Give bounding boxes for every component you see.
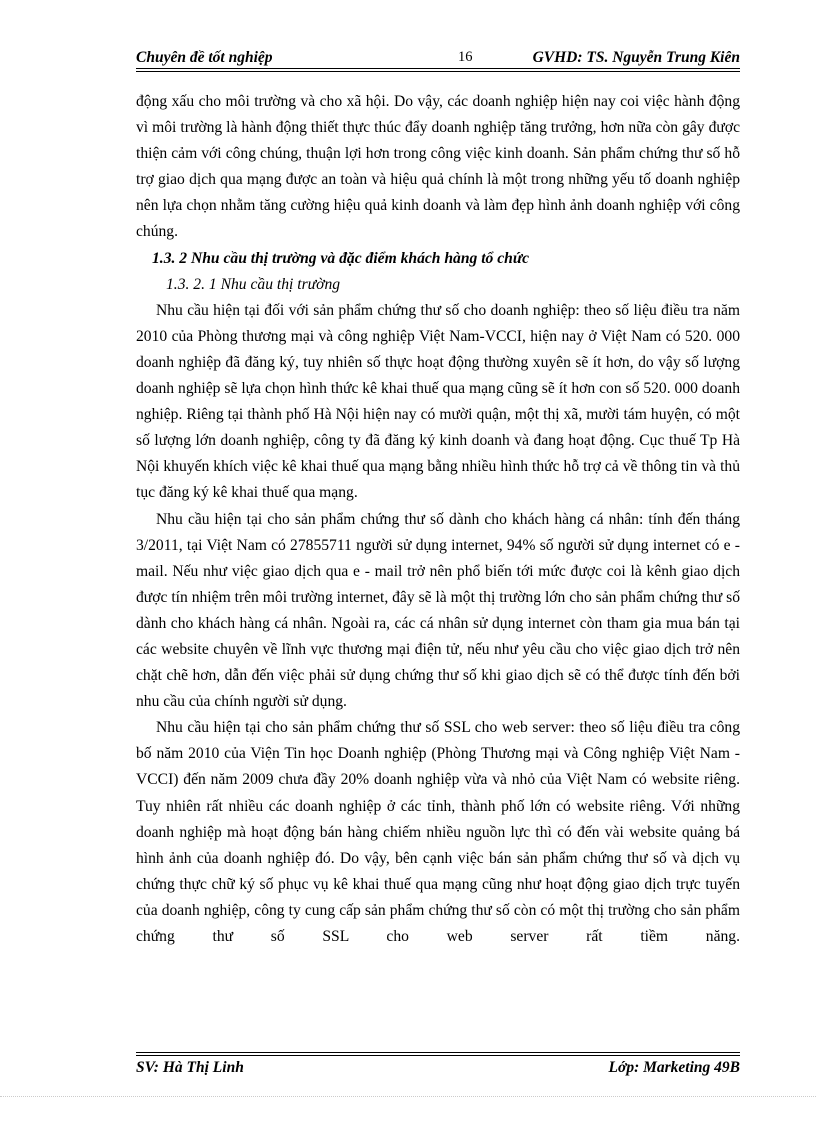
page-header xyxy=(136,46,740,74)
paragraph-continuation: động xấu cho môi trường và cho xã hội. Do vậy, các doanh nghiệp hiện nay coi việc hành động vì môi trường là hành động thiết thực thúc đẩy doanh nghiệp tăng trưởng, hơn nữa còn gây được thiện cảm với công chúng, thuận lợi hơn trong công việc kinh doanh. Sản phẩm chứng thư số hỗ trợ giao dịch qua mạng được an toàn và hiệu quả chính là một trong những yếu tố doanh nghiệp nên lựa chọn nhằm tăng cường hiệu quả kinh doanh và làm đẹp hình ảnh doanh nghiệp với công chúng. xyxy=(136,93,740,241)
footer-divider-thin xyxy=(136,1055,740,1056)
footer-class: Lớp: Marketing 49B xyxy=(608,1059,740,1076)
page-footer xyxy=(136,1052,740,1080)
footer-divider xyxy=(136,1052,740,1053)
subsection-heading: 1.3. 2. 1 Nhu cầu thị trường xyxy=(166,275,341,293)
section-heading: 1.3. 2 Nhu cầu thị trường và đặc điểm khách hàng tổ chức xyxy=(152,249,530,267)
page-edge-line xyxy=(0,1096,816,1097)
paragraph-ssl-demand: Nhu cầu hiện tại cho sản phẩm chứng thư số SSL cho web server: theo số liệu điều tra công bố năm 2010 của Viện Tin học Doanh nghiệp (Phòng Thương mại và Công nghiệp Việt Nam -VCCI) đến năm 2009 chưa đầy 20% doanh nghiệp vừa và nhỏ của Việt Nam có website riêng. Tuy nhiên rất nhiều các doanh nghiệp ở các tỉnh, thành phố lớn có website riêng. Với những doanh nghiệp mà hoạt động bán hàng chiếm nhiều nguồn lực thì có đến vài website quảng bá hình ảnh của doanh nghiệp đó. Do vậy, bên cạnh việc bán sản phẩm chứng thư số và dịch vụ chứng thực chữ ký số phục vụ kê khai thuế qua mạng cũng như hoạt động giao dịch trực tuyến của doanh nghiệp, công ty cung cấp sản phẩm chứng thư số còn có một thị trường cho sản phẩm chứng thư số SSL cho web server rất tiềm năng. xyxy=(136,719,740,945)
header-advisor: GVHD: TS. Nguyễn Trung Kiên xyxy=(532,49,740,66)
page-number: 16 xyxy=(458,49,473,65)
header-divider xyxy=(136,68,740,69)
footer-student: SV: Hà Thị Linh xyxy=(136,1059,244,1076)
paragraph-business-demand: Nhu cầu hiện tại đối với sản phẩm chứng thư số cho doanh nghiệp: theo số liệu điều tra năm 2010 của Phòng thương mại và công nghiệp Việt Nam-VCCI, hiện nay ở Việt Nam có 520. 000 doanh nghiệp đã đăng ký, tuy nhiên số thực hoạt động thường xuyên sẽ ít hơn, do vậy số lượng doanh nghiệp sẽ lựa chọn hình thức kê khai thuế qua mạng cũng sẽ ít hơn con số 520. 000 doanh nghiệp. Riêng tại thành phố Hà Nội hiện nay có mười quận, một thị xã, mười tám huyện, có một số lượng lớn doanh nghiệp, công ty đã đăng ký kinh doanh và đang hoạt động. Cục thuế Tp Hà Nội khuyến khích việc kê khai thuế qua mạng bằng nhiều hình thức hỗ trợ cả về thông tin và thủ tục đăng ký kê khai thuế qua mạng. xyxy=(136,301,740,502)
header-divider-thin xyxy=(136,71,740,72)
header-title: Chuyên đề tốt nghiệp xyxy=(136,49,273,66)
page-body xyxy=(136,89,740,950)
paragraph-individual-demand: Nhu cầu hiện tại cho sản phẩm chứng thư số dành cho khách hàng cá nhân: tính đến tháng 3/2011, tại Việt Nam có 27855711 người sử dụng internet, 94% số người sử dụng internet có e - mail. Nếu như việc giao dịch qua e - mail trở nên phổ biến tới mức được coi là kênh giao dịch được tín nhiệm trên môi trường internet, đây sẽ là một thị trường lớn cho sản phẩm chứng thư số dành cho khách hàng cá nhân. Ngoài ra, các cá nhân sử dụng internet còn tham gia mua bán tại các website chuyên về lĩnh vực thương mại điện tử, nếu như yêu cầu cho việc giao dịch trở nên chặt chẽ hơn, dẫn đến việc phải sử dụng chứng thư số khi giao dịch sẽ có thể được tính đến bởi nhu cầu của chính người sử dụng. xyxy=(136,510,740,711)
